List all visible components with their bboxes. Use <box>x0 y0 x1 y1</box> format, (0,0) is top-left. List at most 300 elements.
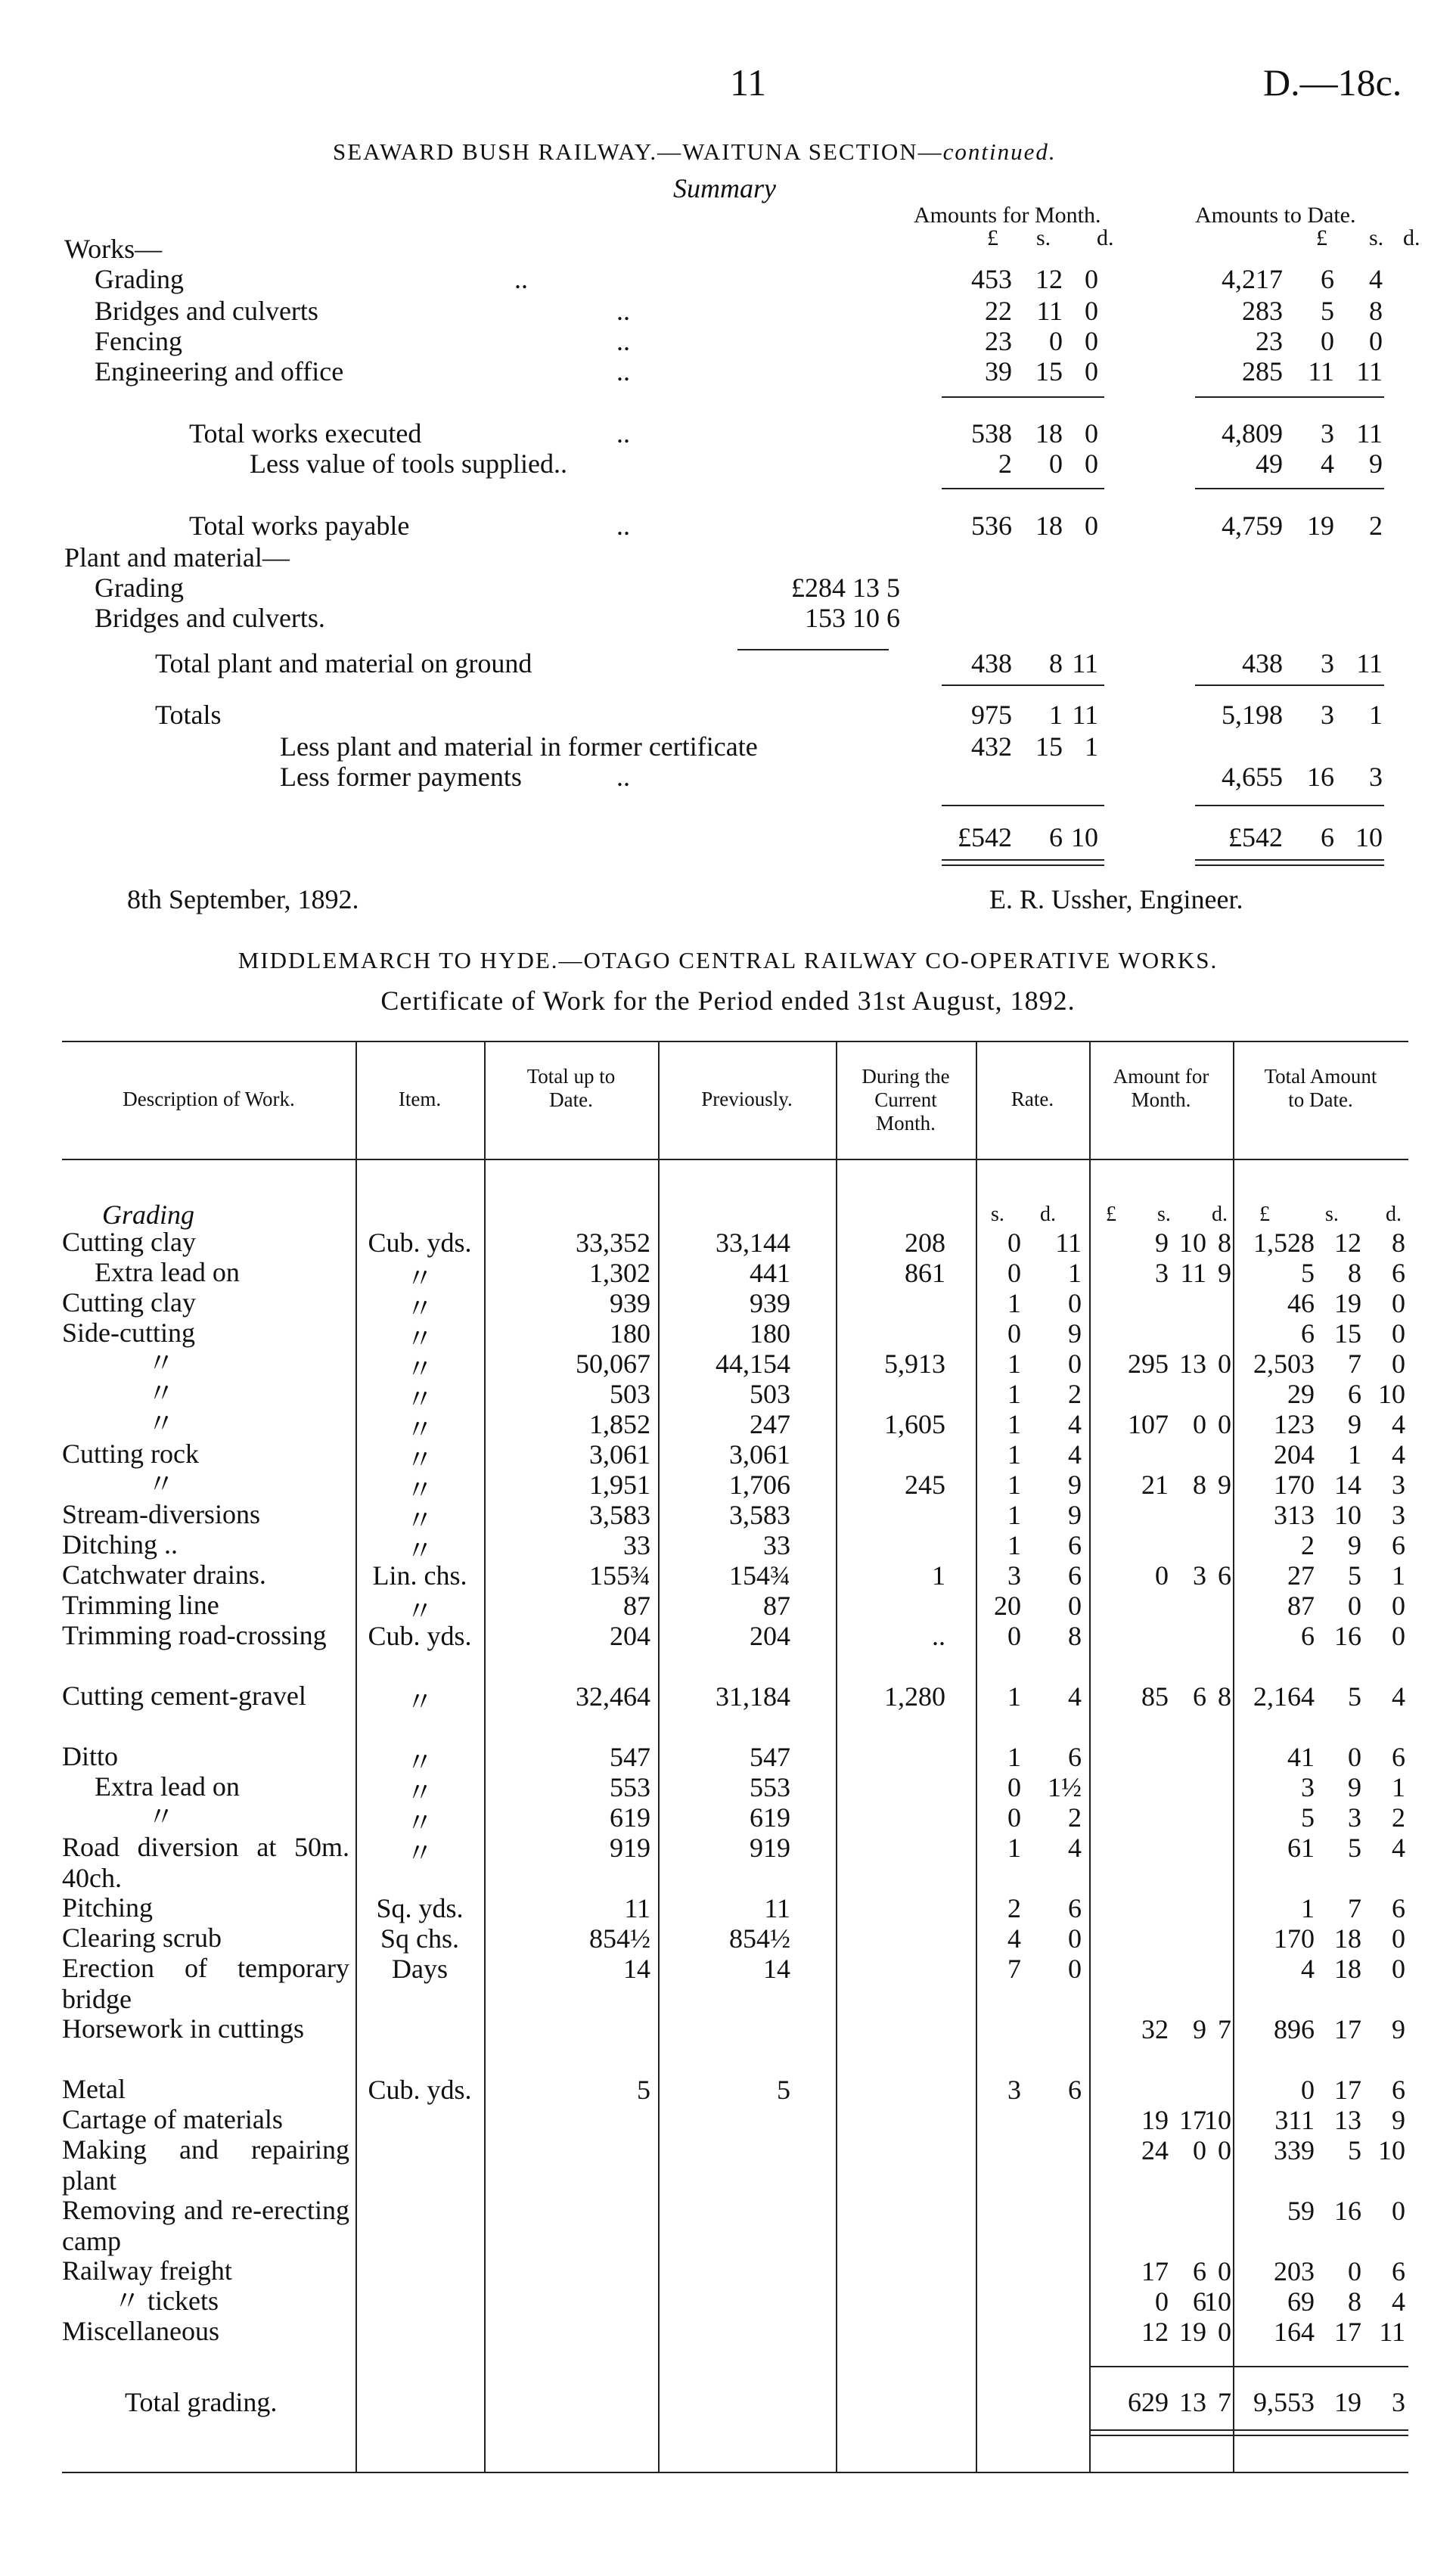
value-td: 4 <box>1392 1439 1405 1470</box>
value-ml: 12 <box>1141 2317 1169 2347</box>
total-tl: 9,553 <box>1253 2387 1315 2417</box>
value-ts: 7 <box>1348 1349 1361 1379</box>
rule-line <box>942 805 1104 806</box>
month-amount: 11 <box>1036 296 1063 326</box>
value-tl: 3 <box>1301 1772 1315 1802</box>
value-total: 547 <box>610 1742 650 1772</box>
item-unit: 〃 <box>405 1838 433 1868</box>
value-ts: 5 <box>1348 1560 1361 1591</box>
value-td: 4 <box>1392 1681 1405 1712</box>
value-rd: 9 <box>1068 1318 1082 1349</box>
work-description: Cartage of materials <box>62 2104 283 2134</box>
table-top-rule <box>62 1041 1408 1042</box>
value-rd: 0 <box>1068 1923 1082 1954</box>
value-total: 1,852 <box>589 1409 650 1439</box>
item-unit: Cub. yds. <box>368 2075 472 2105</box>
value-md: 0 <box>1218 1349 1231 1379</box>
value-tl: 6 <box>1301 1621 1315 1651</box>
value-total: 33,352 <box>576 1228 650 1258</box>
value-md: 7 <box>1218 2014 1231 2044</box>
value-tl: 339 <box>1274 2135 1315 2165</box>
seaward-title-continued: continued. <box>942 138 1057 165</box>
value-tl: 5 <box>1301 1802 1315 1833</box>
value-tl: 0 <box>1301 2075 1315 2105</box>
value-md: 10 <box>1204 2286 1231 2317</box>
value-ms: 8 <box>1193 1470 1206 1500</box>
total-ms: 13 <box>1179 2387 1206 2417</box>
date-amount: 0 <box>1321 326 1334 356</box>
value-prev: 44,154 <box>716 1349 790 1379</box>
unit-label: £ <box>1316 225 1327 250</box>
work-description: 〃 <box>147 1408 175 1439</box>
value-td: 3 <box>1392 1500 1405 1530</box>
date-amount: 19 <box>1307 511 1334 541</box>
month-amount: 0 <box>1085 511 1098 541</box>
work-description: Extra lead on <box>95 1771 240 1802</box>
value-rs: 0 <box>1007 1621 1021 1651</box>
seaward-subtitle: Summary <box>673 173 776 203</box>
work-description: Ditching .. <box>62 1529 178 1560</box>
unit-label: d. <box>1386 1203 1402 1226</box>
value-prev: 31,184 <box>716 1681 790 1712</box>
value-td: 1 <box>1392 1560 1405 1591</box>
value-ms: 0 <box>1193 2135 1206 2165</box>
value-ml: 0 <box>1155 2286 1169 2317</box>
value-total: 50,067 <box>576 1349 650 1379</box>
work-description: Cutting cement-gravel <box>62 1681 306 1711</box>
document-reference: D.—18c. <box>1263 61 1402 104</box>
unit-label: d. <box>1403 225 1420 250</box>
value-td: 11 <box>1379 2317 1405 2347</box>
value-total: 11 <box>624 1893 650 1923</box>
value-rd: 6 <box>1068 1742 1082 1772</box>
value-ms: 6 <box>1193 1681 1206 1712</box>
date-amount: 49 <box>1256 449 1283 479</box>
double-rule <box>1195 859 1384 866</box>
item-unit: 〃 <box>405 1535 433 1566</box>
value-rd: 0 <box>1068 1954 1082 1984</box>
header-current: During the Current Month. <box>861 1065 950 1135</box>
date-amount: 283 <box>1242 296 1283 326</box>
value-tl: 69 <box>1287 2286 1315 2317</box>
value-prev: 14 <box>763 1954 790 1984</box>
month-amount: £542 <box>958 822 1012 852</box>
value-ts: 19 <box>1334 1288 1361 1318</box>
value-ts: 16 <box>1334 2196 1361 2226</box>
item-unit: Days <box>392 1954 448 1984</box>
value-tl: 2,164 <box>1253 1681 1315 1712</box>
value-prev: 939 <box>750 1288 790 1318</box>
date-amount: 11 <box>1308 356 1334 386</box>
value-tl: 170 <box>1274 1470 1315 1500</box>
value-total: 1,951 <box>589 1470 650 1500</box>
rule-line <box>942 488 1104 489</box>
value-total: 33 <box>623 1530 650 1560</box>
value-rd: 9 <box>1068 1500 1082 1530</box>
value-td: 9 <box>1392 2014 1405 2044</box>
work-description: Pitching <box>62 1892 154 1923</box>
value-rd: 4 <box>1068 1409 1082 1439</box>
summary-label: Less value of tools supplied.. <box>250 449 567 479</box>
value-prev: 247 <box>750 1409 790 1439</box>
header-rate: Rate. <box>1011 1088 1054 1110</box>
value-total: 939 <box>610 1288 650 1318</box>
value-rd: 6 <box>1068 2075 1082 2105</box>
leader-dots: .. <box>616 511 630 541</box>
value-total: 854½ <box>589 1923 650 1954</box>
work-description: Removing and re-erecting camp <box>62 2195 349 2256</box>
unit-label: s. <box>1369 225 1384 250</box>
value-td: 6 <box>1392 1258 1405 1288</box>
value-rd: 9 <box>1068 1470 1082 1500</box>
unit-label: £ <box>987 225 998 250</box>
date-amount: £542 <box>1228 822 1283 852</box>
value-tl: 203 <box>1274 2256 1315 2286</box>
date-amount: 8 <box>1369 296 1383 326</box>
value-ts: 8 <box>1348 2286 1361 2317</box>
value-prev: 204 <box>750 1621 790 1651</box>
summary-label: Grading <box>95 264 184 294</box>
date-amount: 16 <box>1307 762 1334 792</box>
month-amount: 8 <box>1049 648 1063 678</box>
unit-label: £ <box>1106 1203 1116 1226</box>
value-prev: 553 <box>750 1772 790 1802</box>
value-md: 0 <box>1218 2317 1231 2347</box>
date-amount: 5 <box>1321 296 1334 326</box>
date-amount: 438 <box>1242 648 1283 678</box>
value-total: 3,583 <box>589 1500 650 1530</box>
month-amount: 6 <box>1049 822 1063 852</box>
date-amount: 285 <box>1242 356 1283 386</box>
work-description: 〃 <box>147 1802 175 1832</box>
value-ms: 9 <box>1193 2014 1206 2044</box>
value-total: 14 <box>623 1954 650 1984</box>
value-prev: 919 <box>750 1833 790 1863</box>
month-amount: 15 <box>1035 731 1063 762</box>
work-description: Trimming road-crossing <box>62 1620 327 1650</box>
month-amount: 975 <box>971 700 1012 730</box>
month-amount: 39 <box>985 356 1012 386</box>
value-ts: 15 <box>1334 1318 1361 1349</box>
value-td: 10 <box>1378 2135 1405 2165</box>
value-tl: 204 <box>1274 1439 1315 1470</box>
value-rd: 0 <box>1068 1591 1082 1621</box>
total-ml: 629 <box>1128 2387 1169 2417</box>
value-rd: 4 <box>1068 1681 1082 1712</box>
item-unit: Cub. yds. <box>368 1228 472 1258</box>
value-rs: 0 <box>1007 1802 1021 1833</box>
value-total: 1,302 <box>589 1258 650 1288</box>
value-td: 0 <box>1392 1923 1405 1954</box>
value-prev: 503 <box>750 1379 790 1409</box>
date-amount: 4,217 <box>1222 264 1283 294</box>
item-unit: 〃 <box>405 1445 433 1475</box>
unit-label: s. <box>1036 225 1051 250</box>
value-tl: 87 <box>1287 1591 1315 1621</box>
value-td: 4 <box>1392 1833 1405 1863</box>
rule-line <box>1195 684 1384 686</box>
value-total: 3,061 <box>589 1439 650 1470</box>
date-amount: 6 <box>1321 822 1334 852</box>
value-ts: 17 <box>1334 2014 1361 2044</box>
value-prev: 33 <box>763 1530 790 1560</box>
value-ts: 12 <box>1334 1228 1361 1258</box>
value-md: 8 <box>1218 1681 1231 1712</box>
value-rs: 0 <box>1007 1228 1021 1258</box>
date-amount: 3 <box>1369 762 1383 792</box>
work-description: Erection of temporary bridge <box>62 1953 349 2014</box>
value-rd: 2 <box>1068 1379 1082 1409</box>
value-td: 0 <box>1392 1318 1405 1349</box>
value-rs: 1 <box>1007 1379 1021 1409</box>
header-desc: Description of Work. <box>123 1088 295 1110</box>
value-rs: 2 <box>1007 1893 1021 1923</box>
value-tl: 6 <box>1301 1318 1315 1349</box>
value-tl: 313 <box>1274 1500 1315 1530</box>
month-amount: 22 <box>985 296 1012 326</box>
header-prev: Previously. <box>701 1088 793 1110</box>
value-rd: 6 <box>1068 1560 1082 1591</box>
leader-dots: .. <box>616 326 630 356</box>
summary-label: Grading <box>95 573 184 603</box>
item-unit: Sq. yds. <box>376 1893 464 1923</box>
column-divider <box>658 1041 660 2472</box>
value-ms: 11 <box>1180 1258 1206 1288</box>
rule-line <box>942 684 1104 686</box>
value-ml: 3 <box>1155 1258 1169 1288</box>
value-cur: 245 <box>905 1470 945 1500</box>
value-rs: 3 <box>1007 2075 1021 2105</box>
value-prev: 154¾ <box>729 1560 790 1591</box>
item-unit: 〃 <box>405 1505 433 1535</box>
value-ms: 6 <box>1193 2256 1206 2286</box>
value-rd: 2 <box>1068 1802 1082 1833</box>
month-amount: 1 <box>1085 731 1098 762</box>
value-td: 0 <box>1392 1954 1405 1984</box>
value-ts: 9 <box>1348 1530 1361 1560</box>
value-tl: 1 <box>1301 1893 1315 1923</box>
work-description: Metal <box>62 2074 126 2104</box>
item-unit: Lin. chs. <box>372 1560 467 1591</box>
value-ml: 9 <box>1155 1228 1169 1258</box>
value-md: 10 <box>1204 2105 1231 2135</box>
month-amount: 1 <box>1049 700 1063 730</box>
value-td: 4 <box>1392 1409 1405 1439</box>
value-ts: 3 <box>1348 1802 1361 1833</box>
rule-line <box>1195 488 1384 489</box>
value-tl: 123 <box>1274 1409 1315 1439</box>
value-td: 6 <box>1392 2075 1405 2105</box>
value-ms: 17 <box>1179 2105 1206 2135</box>
value-rs: 20 <box>994 1591 1021 1621</box>
value-ml: 107 <box>1128 1409 1169 1439</box>
work-description: Horsework in cuttings <box>62 2013 304 2044</box>
value-ts: 5 <box>1348 1833 1361 1863</box>
work-description: 〃 <box>147 1469 175 1499</box>
date-amount: 1 <box>1369 700 1383 730</box>
column-divider <box>484 1041 486 2472</box>
value-td: 10 <box>1378 1379 1405 1409</box>
header-item: Item. <box>398 1088 442 1110</box>
value-td: 6 <box>1392 1530 1405 1560</box>
value-rs: 4 <box>1007 1923 1021 1954</box>
date-amount: 4,759 <box>1222 511 1283 541</box>
value-td: 9 <box>1392 2105 1405 2135</box>
value-rd: 1½ <box>1048 1772 1082 1802</box>
work-description: Extra lead on <box>95 1257 240 1287</box>
value-td: 8 <box>1392 1228 1405 1258</box>
value-total: 553 <box>610 1772 650 1802</box>
value-tl: 41 <box>1287 1742 1315 1772</box>
work-description: 〃 <box>147 1348 175 1378</box>
value-rd: 0 <box>1068 1349 1082 1379</box>
value-ts: 5 <box>1348 1681 1361 1712</box>
summary-label: Less plant and material in former certificate <box>280 731 758 762</box>
total-md: 7 <box>1218 2387 1231 2417</box>
value-rd: 8 <box>1068 1621 1082 1651</box>
item-unit: 〃 <box>405 1747 433 1777</box>
value-ml: 19 <box>1141 2105 1169 2135</box>
value-prev: 11 <box>764 1893 790 1923</box>
summary-label: Engineering and office <box>95 356 344 386</box>
month-amount: 12 <box>1035 264 1063 294</box>
work-description: Stream-diversions <box>62 1499 260 1529</box>
value-ts: 10 <box>1334 1500 1361 1530</box>
month-amount: 0 <box>1085 356 1098 386</box>
item-unit: 〃 <box>405 1475 433 1505</box>
rule-line <box>1195 805 1384 806</box>
value-cur: 1,280 <box>884 1681 945 1712</box>
value-total: 919 <box>610 1833 650 1863</box>
total-rule <box>1089 2366 1408 2367</box>
summary-label: Total works executed <box>189 418 422 449</box>
value-prev: 3,583 <box>729 1500 790 1530</box>
value-ml: 295 <box>1128 1349 1169 1379</box>
month-amount: 11 <box>1072 700 1098 730</box>
value-tl: 164 <box>1274 2317 1315 2347</box>
unit-label: s. <box>991 1203 1004 1226</box>
value-rs: 1 <box>1007 1530 1021 1560</box>
month-amount: 0 <box>1085 449 1098 479</box>
work-description: Cutting clay <box>62 1227 196 1257</box>
value-td: 4 <box>1392 2286 1405 2317</box>
value-ts: 13 <box>1334 2105 1361 2135</box>
value-cur: 1 <box>932 1560 945 1591</box>
value-ms: 0 <box>1193 1409 1206 1439</box>
item-unit: 〃 <box>405 1324 433 1354</box>
work-description: 〃 tickets <box>113 2286 219 2316</box>
summary-label: Totals <box>155 700 222 730</box>
value-ts: 1 <box>1348 1439 1361 1470</box>
header-month: Amount for Month. <box>1113 1065 1209 1111</box>
item-unit: 〃 <box>405 1777 433 1808</box>
value-tl: 4 <box>1301 1954 1315 1984</box>
date-amount: 9 <box>1369 449 1383 479</box>
item-unit: 〃 <box>405 1808 433 1838</box>
value-prev: 547 <box>750 1742 790 1772</box>
value-md: 0 <box>1218 2135 1231 2165</box>
rule-line <box>1195 396 1384 398</box>
month-amount: 536 <box>971 511 1012 541</box>
date-amount: 5,198 <box>1222 700 1283 730</box>
header-rule <box>62 1159 1408 1160</box>
value-total: 32,464 <box>576 1681 650 1712</box>
work-description: Cutting rock <box>62 1439 199 1469</box>
value-cur: 1,605 <box>884 1409 945 1439</box>
value-td: 0 <box>1392 1288 1405 1318</box>
value-total: 619 <box>610 1802 650 1833</box>
month-amount: 18 <box>1035 511 1063 541</box>
rule-line <box>942 396 1104 398</box>
rule-line <box>737 649 889 650</box>
value-md: 9 <box>1218 1470 1231 1500</box>
value-rd: 11 <box>1055 1228 1082 1258</box>
certificate-date: 8th September, 1892. <box>127 884 359 914</box>
value-rs: 0 <box>1007 1318 1021 1349</box>
month-amount: 0 <box>1085 418 1098 449</box>
item-unit: 〃 <box>405 1354 433 1384</box>
header-total: Total up to Date. <box>526 1065 616 1111</box>
value-ts: 18 <box>1334 1954 1361 1984</box>
value-rs: 1 <box>1007 1681 1021 1712</box>
value-rs: 3 <box>1007 1560 1021 1591</box>
value-tl: 170 <box>1274 1923 1315 1954</box>
value-rs: 1 <box>1007 1742 1021 1772</box>
date-amount: 4,655 <box>1222 762 1283 792</box>
value-td: 3 <box>1392 1470 1405 1500</box>
item-unit: Cub. yds. <box>368 1621 472 1651</box>
value-td: 6 <box>1392 1742 1405 1772</box>
value-tl: 1,528 <box>1253 1228 1315 1258</box>
value-total: 180 <box>610 1318 650 1349</box>
month-amount: 0 <box>1085 326 1098 356</box>
month-amount: 10 <box>1071 822 1098 852</box>
leader-dots: .. <box>616 762 630 792</box>
month-amount: 0 <box>1085 264 1098 294</box>
summary-label: Less former payments <box>280 762 522 792</box>
summary-label: Bridges and culverts <box>95 296 318 326</box>
total-double-rule <box>1089 2429 1408 2436</box>
value-tl: 2 <box>1301 1530 1315 1560</box>
work-description: Clearing scrub <box>62 1923 222 1953</box>
col-head-month: Amounts for Month. <box>914 203 1101 228</box>
value-tl: 5 <box>1301 1258 1315 1288</box>
month-amount: 453 <box>971 264 1012 294</box>
value-prev: 1,706 <box>729 1470 790 1500</box>
value-prev: 87 <box>763 1591 790 1621</box>
unit-label: d. <box>1040 1203 1056 1226</box>
date-amount: 23 <box>1256 326 1283 356</box>
date-amount: 4 <box>1369 264 1383 294</box>
seaward-title-main: SEAWARD BUSH RAILWAY.—WAITUNA SECTION— <box>333 138 943 165</box>
value-total: 5 <box>637 2075 650 2105</box>
month-amount: 538 <box>971 418 1012 449</box>
value-tl: 896 <box>1274 2014 1315 2044</box>
item-unit: Sq chs. <box>380 1923 459 1954</box>
value-cur: 208 <box>905 1228 945 1258</box>
summary-label: Fencing <box>95 326 182 356</box>
value-cur: 861 <box>905 1258 945 1288</box>
value-ts: 8 <box>1348 1258 1361 1288</box>
value-tl: 2,503 <box>1253 1349 1315 1379</box>
work-description: 〃 <box>147 1378 175 1408</box>
value-prev: 5 <box>777 2075 790 2105</box>
value-ts: 16 <box>1334 1621 1361 1651</box>
value-ms: 3 <box>1193 1560 1206 1591</box>
value-rs: 1 <box>1007 1470 1021 1500</box>
value-rd: 6 <box>1068 1530 1082 1560</box>
value-rs: 7 <box>1007 1954 1021 1984</box>
